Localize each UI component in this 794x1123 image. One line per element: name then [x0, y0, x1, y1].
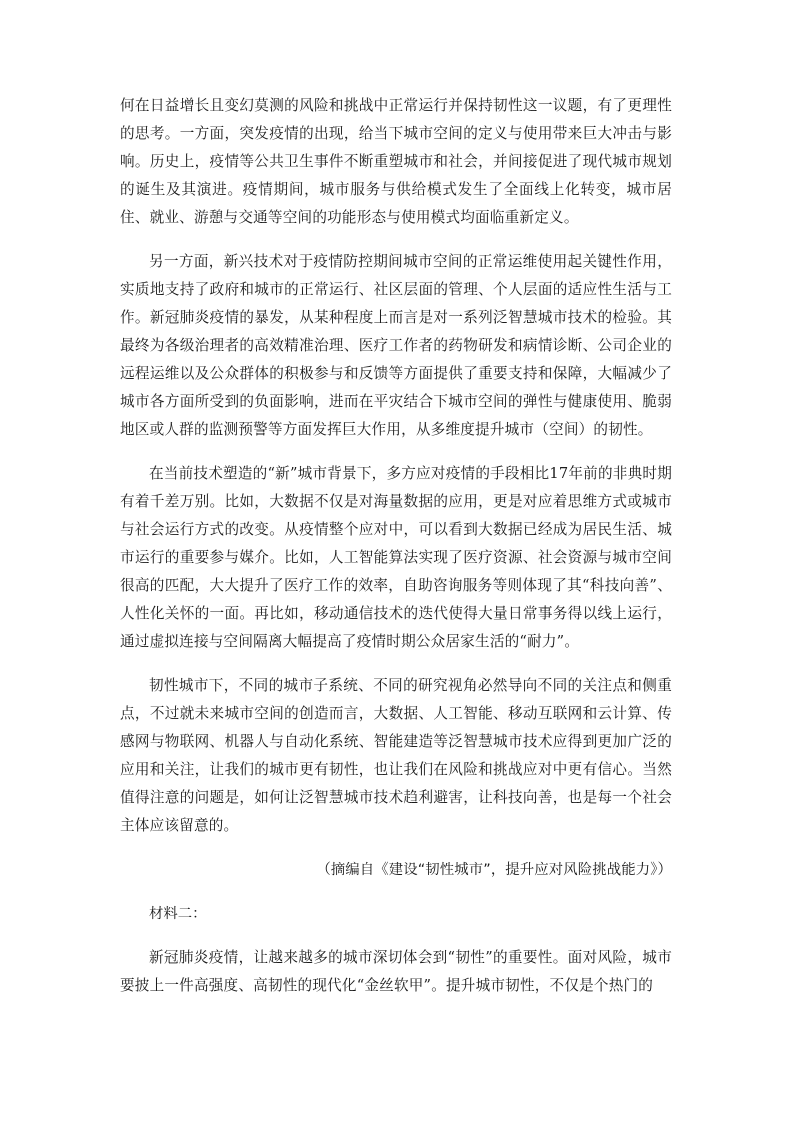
paragraph-4: 韧性城市下，不同的城市子系统、不同的研究视角必然导向不同的关注点和侧重点，不过就未来城市空间的创造而言，大数据、人工智能、移动互联网和云计算、传感网与物联网、机器人与自动化系统、智能建造等泛智慧城市技术应得到更加广泛的应用和关注，让我们的城市更有韧性，也让我们在风险和挑战应对中更有信心。当然值得注意的问题是，如何让泛智慧城市技术趋利避害，让科技向善，也是每一个社会主体应该留意的。 — [120, 677, 672, 834]
source-citation: （摘编自《建设“韧性城市”，提升应对风险挑战能力》） — [316, 862, 672, 878]
paragraph-3: 在当前技术塑造的“新”城市背景下，多方应对疫情的手段相比17年前的非典时期有着千差万别。比如，大数据不仅是对海量数据的应用，更是对应着思维方式或城市与社会运行方式的改变。从疫情整个应对中，可以看到大数据已经成为居民生活、城市运行的重要参与媒介。比如，人工智能算法实现了医疗资源、社会资源与城市空间很高的匹配，大大提升了医疗工作的效率，自助咨询服务等则体现了其“科技向善”、人性化关怀的一面。再比如，移动通信技术的迭代使得大量日常事务得以线上运行，通过虚拟连接与空间隔离大幅提高了疫情时期公众居家生活的“耐力”。 — [120, 465, 672, 650]
material-2-heading: 材料二： — [149, 906, 207, 922]
material-2-paragraph: 新冠肺炎疫情，让越来越多的城市深切体会到“韧性”的重要性。面对风险，城市要披上一件高强度、高韧性的现代化“金丝软甲”。提升城市韧性，不仅是个热门的 — [120, 949, 672, 994]
paragraph-1: 何在日益增长且变幻莫测的风险和挑战中正常运行并保持韧性这一议题，有了更理性的思考。一方面，突发疫情的出现，给当下城市空间的定义与使用带来巨大冲击与影响。历史上，疫情等公共卫生事件不断重塑城市和社会，并间接促进了现代城市规划的诞生及其演进。疫情期间，城市服务与供给模式发生了全面线上化转变，城市居住、就业、游憩与交通等空间的功能形态与使用模式均面临重新定义。 — [120, 97, 672, 226]
paragraph-2: 另一方面，新兴技术对于疫情防控期间城市空间的正常运维使用起关键性作用，实质地支持了政府和城市的正常运行、社区层面的管理、个人层面的适应性生活与工作。新冠肺炎疫情的暴发，从某种程度上而言是对一系列泛智慧城市技术的检验。其最终为各级治理者的高效精准治理、医疗工作者的药物研发和病情诊断、公司企业的远程运维以及公众群体的积极参与和反馈等方面提供了重要支持和保障，大幅减少了城市各方面所受到的负面影响，进而在平灾结合下城市空间的弹性与健康使用、脆弱地区或人群的监测预警等方面发挥巨大作用，从多维度提升城市（空间）的韧性。 — [120, 253, 672, 438]
document-page — [120, 92, 672, 1000]
